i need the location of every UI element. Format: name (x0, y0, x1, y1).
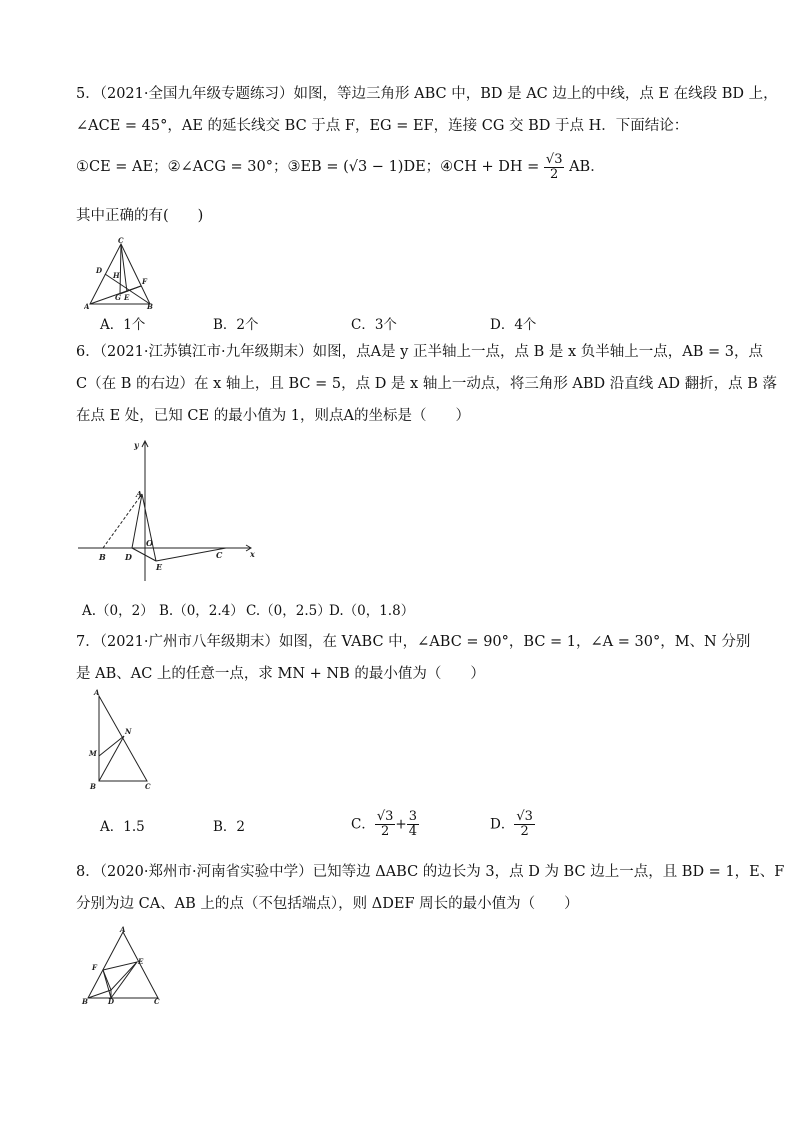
q7-choice-d[interactable] (490, 810, 535, 839)
q5-label-f: F (142, 277, 147, 286)
q7-choice-c-label: C． (351, 816, 375, 833)
q6-line-2: C（在 B 的右边）在 x 轴上，且 BC = 5，点 D 是 x 轴上一动点，将三角形 ABD 沿直线 AD 翻折，点 B 落 (76, 376, 777, 392)
q5-line-2: ∠ACE = 45°，AE 的延长线交 BC 于点 F，EG = EF，连接 CG 交 BD 于点 H．下面结论： (76, 118, 689, 134)
q5-line-3 (76, 152, 736, 182)
q7-choice-a[interactable]: A．1.5 (100, 819, 145, 835)
q6-choice-a[interactable]: A.（0，2） (82, 603, 154, 619)
q7-choice-d-frac (514, 810, 535, 839)
q5-label-h: H (113, 271, 120, 280)
q7-choice-c-frac2 (407, 810, 419, 839)
q7-label-c: C (145, 782, 151, 791)
q6-segment-de (132, 548, 156, 561)
q5-conclusion-end: AB． (569, 159, 605, 175)
q7-c-num2: 3 (408, 809, 417, 824)
q5-choice-d[interactable]: D．4个 (490, 317, 537, 333)
q7-c-den2: 4 (408, 824, 417, 839)
q7-d-den: 2 (520, 824, 529, 839)
q6-segment-ad (132, 494, 142, 548)
q5-frac-den: 2 (550, 166, 559, 182)
q6-label-b: B (99, 552, 106, 562)
q6-choice-d[interactable]: D.（0，1.8） (329, 603, 415, 619)
q5-choice-c[interactable]: C．3个 (351, 317, 397, 333)
q8-label-e: E (138, 957, 144, 966)
q8-label-c: C (154, 997, 160, 1006)
q7-c-den1: 2 (380, 824, 390, 839)
q5-choice-b[interactable]: B．2个 (213, 317, 259, 333)
q5-line-1: 5．（2021·全国九年级专题练习）如图，等边三角形 ABC 中，BD 是 AC 边上的中线，点 E 在线段 BD 上， (76, 86, 778, 102)
q6-label-y: y (134, 440, 139, 450)
q5-fraction (544, 153, 565, 182)
q8-label-f: F (92, 963, 97, 972)
q5-label-c: C (118, 236, 124, 245)
q7-d-num: √3 (516, 809, 533, 824)
q7-choice-c[interactable] (351, 810, 419, 839)
q8-figure (80, 926, 166, 1006)
q6-label-e: E (156, 562, 163, 572)
q7-line-1: 7．（2021·广州市八年级期末）如图，在 VABC 中，∠ABC = 90°，BC = 1，∠A = 30°，M、N 分别 (76, 634, 751, 650)
q5-conclusions: ①CE = AE；②∠ACG = 30°；③EB = (√3 − 1)DE；④CH + DH = (76, 159, 540, 175)
q7-line-2: 是 AB、AC 上的任意一点，求 MN + NB 的最小值为（ ） (76, 666, 485, 682)
q6-choice-c[interactable]: C.（0，2.5） (246, 603, 331, 619)
q7-choice-c-frac1 (375, 810, 396, 839)
q7-choice-c-plus: + (395, 816, 407, 833)
q5-label-b: B (147, 302, 153, 310)
q8-line-1: 8．（2020·郑州市·河南省实验中学）已知等边 ΔABC 的边长为 3，点 D 为 BC 边上一点，且 BD = 1，E、F (76, 864, 785, 880)
q8-label-b: B (82, 997, 88, 1006)
q6-segment-ab-dashed (103, 494, 142, 548)
q5-frac-num: √3 (545, 151, 563, 167)
q6-figure (74, 436, 260, 586)
q7-choice-d-label: D． (490, 816, 515, 833)
q5-label-e: E (124, 293, 130, 302)
q7-label-n: N (125, 727, 132, 736)
q8-segment-fd (103, 970, 111, 998)
q6-segment-ae (142, 494, 156, 561)
q8-label-a: A (120, 926, 126, 934)
q5-label-d: D (96, 266, 103, 275)
q7-figure (86, 686, 158, 794)
q5-line-4: 其中正确的有( ) (76, 208, 204, 224)
q5-choice-a[interactable]: A．1个 (100, 317, 146, 333)
q7-label-a: A (94, 688, 100, 697)
q5-segment-cg (120, 244, 121, 294)
q6-label-c: C (216, 550, 223, 560)
q5-label-g: G (115, 293, 121, 302)
q6-label-a: A (136, 489, 143, 499)
q7-segment-mn (99, 736, 124, 756)
q5-label-a: A (84, 302, 90, 310)
q6-line-3: 在点 E 处，已知 CE 的最小值为 1，则点A的坐标是（ ） (76, 408, 471, 424)
q8-line-2: 分别为边 CA、AB 上的点（不包括端点），则 ΔDEF 周长的最小值为（ ） (76, 896, 579, 912)
q7-c-num1: √3 (376, 809, 394, 824)
q7-choices (100, 810, 740, 850)
q7-segment-nb (99, 736, 124, 781)
q6-choice-b[interactable]: B.（0，2.4） (159, 603, 244, 619)
q6-line-1: 6．（2021·江苏镇江市·九年级期末）如图，点A是 y 正半轴上一点，点 B 是 x 负半轴上一点，AB = 3，点 (76, 344, 763, 360)
q5-figure (84, 236, 156, 310)
q7-choice-b[interactable]: B．2 (213, 819, 246, 835)
q8-label-d: D (108, 997, 115, 1006)
q6-label-o: O (146, 538, 153, 548)
q7-label-b: B (90, 782, 96, 791)
q6-label-d: D (125, 552, 132, 562)
q6-label-x: x (250, 549, 255, 559)
q7-label-m: M (89, 749, 97, 758)
